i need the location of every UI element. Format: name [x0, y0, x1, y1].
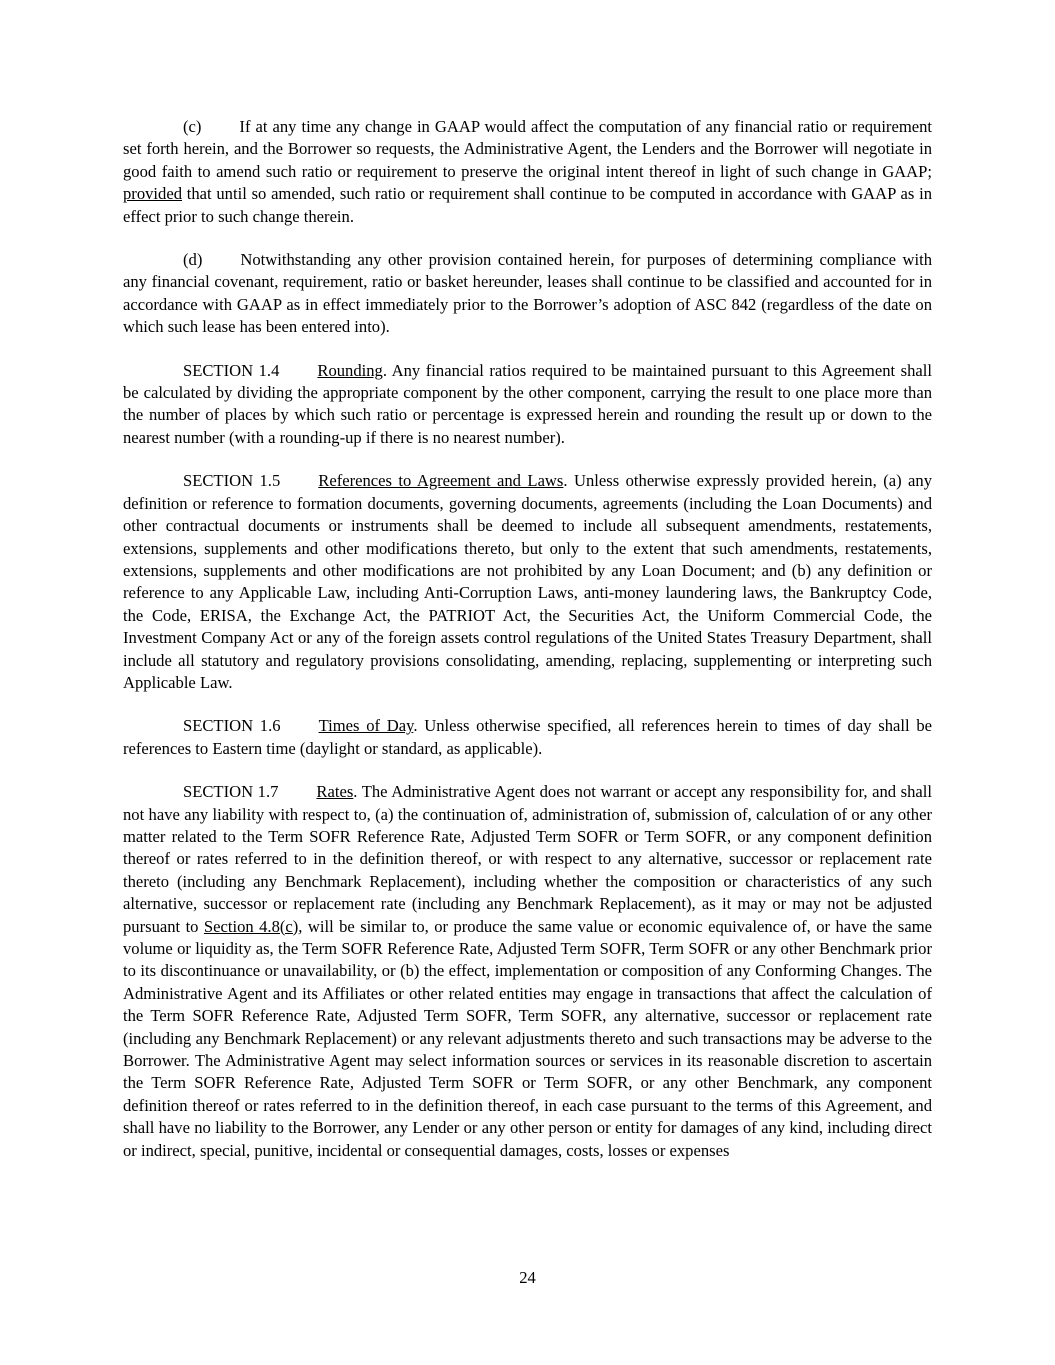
underlined-text: Rounding	[317, 360, 383, 380]
text-run: SECTION 1.6	[183, 716, 281, 736]
paragraph-d	[123, 249, 932, 339]
document-body	[123, 116, 932, 1162]
text-run: , will be similar to, or produce the same value or economic equivalence of, or have the same volume or liquidity as, the Term SOFR Reference Rate, Adjusted Term SOFR, Term SOFR or any other Benchmark prior to its discontinuance or unavailability, or (b) the effect, implementation or composition of any Conforming Changes. The Administrative Agent and its Affiliates or other related entities may engage in transactions that affect the calculation of the Term SOFR Reference Rate, Adjusted Term SOFR, Term SOFR, any alternative, successor or replacement rate (including any Benchmark Replacement) or any relevant adjustments thereto and such transactions may be adverse to the Borrower. The Administrative Agent may select information sources or services in its reasonable discretion to ascertain the Term SOFR Reference Rate, Adjusted Term SOFR or Term SOFR, or any other Benchmark, any component definition thereof or rates referred to in the definition thereof, in each case pursuant to the terms of this Agreement, and shall have no liability to the Borrower, any Lender or any other person or entity for damages of any kind, including direct or indirect, special, punitive, incidental or consequential damages, costs, losses or expenses	[123, 916, 932, 1160]
underlined-text: Rates	[316, 782, 354, 802]
underlined-text: Section 4.8(c)	[203, 916, 299, 936]
underlined-text: References to Agreement and Laws	[318, 471, 564, 491]
page-number: 24	[519, 1267, 536, 1287]
paragraph-c	[123, 116, 932, 228]
text-run: SECTION 1.7	[183, 782, 279, 802]
text-run: . Unless otherwise specified, all references herein to times of day shall be references to Eastern time (daylight or standard, as applicable).	[123, 716, 933, 758]
text-run: . The Administrative Agent does not warrant or accept any responsibility for, and shall not have any liability with respect to, (a) the continuation of, administration of, submission of, calculation of or any other matter related to the Term SOFR Reference Rate, Adjusted Term SOFR or Term SOFR, or any component definition thereof or rates referred to in the definition thereof, or with respect to any alternative, successor or replacement rate thereto (including any Benchmark Replacement), including whether the composition or characteristics of any such alternative, successor or replacement rate (including any Benchmark Replacement), as it may or may not be adjusted pursuant to	[123, 782, 933, 936]
underlined-text: Times of Day	[318, 716, 414, 736]
section-1-5-references	[123, 470, 932, 694]
text-run: that until so amended, such ratio or requirement shall continue to be computed in accordance with GAAP as in effect prior to such change therein.	[123, 184, 932, 226]
text-run: Notwithstanding any other provision contained herein, for purposes of determining compliance with any financial covenant, requirement, ratio or basket hereunder, leases shall continue to be classified and accounted for in accordance with GAAP as in effect immediately prior to the Borrower’s adoption of ASC 842 (regardless of the date on which such lease has been entered into).	[123, 250, 932, 337]
text-run: If at any time any change in GAAP would affect the computation of any financial ratio or requirement set forth herein, and the Borrower so requests, the Administrative Agent, the Lenders and the Borrower will negotiate in good faith to amend such ratio or requirement to preserve the original intent thereof in light of such change in GAAP;	[123, 117, 932, 181]
text-run: (d)	[183, 250, 203, 270]
section-1-6-times-of-day	[123, 715, 932, 760]
text-run: SECTION 1.4	[183, 360, 280, 380]
page-footer	[0, 1267, 1055, 1289]
section-1-4-rounding	[123, 360, 932, 450]
text-run: . Any financial ratios required to be maintained pursuant to this Agreement shall be calculated by dividing the appropriate component by the other component, carrying the result to one place more than the number of places by which such ratio or percentage is expressed herein and rounding the result up or down to the nearest number (with a rounding-up if there is no nearest number).	[123, 360, 933, 447]
text-run: . Unless otherwise expressly provided herein, (a) any definition or reference to formation documents, governing documents, agreements (including the Loan Documents) and other contractual documents or instruments shall be deemed to include all subsequent amendments, restatements, extensions, supplements and other modifications thereto, but only to the extent that such amendments, restatements, extensions, supplements and other modifications are not prohibited by any Loan Document; and (b) any definition or reference to any Applicable Law, including Anti-Corruption Laws, anti-money laundering laws, the Bankruptcy Code, the Code, ERISA, the Exchange Act, the PATRIOT Act, the Securities Act, the Uniform Commercial Code, the Investment Company Act or any of the foreign assets control regulations of the United States Treasury Department, shall include all statutory and regulatory provisions consolidating, amending, replacing, supplementing or interpreting such Applicable Law.	[123, 471, 933, 692]
underlined-text: provided	[123, 184, 182, 204]
text-run: (c)	[183, 117, 202, 136]
text-run: SECTION 1.5	[183, 471, 281, 491]
section-1-7-rates	[123, 781, 932, 1162]
